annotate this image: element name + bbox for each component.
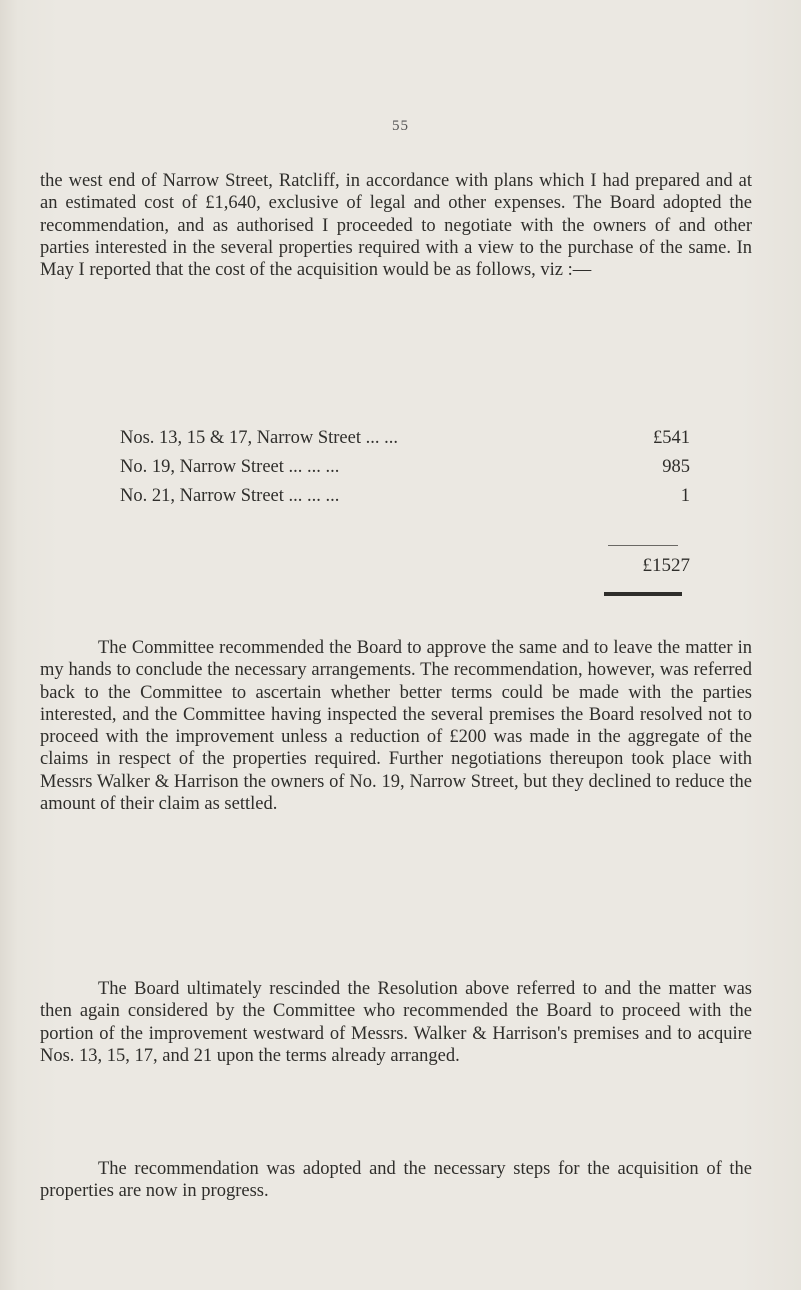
row-label: No. 21, Narrow Street ... ... ... [120, 486, 340, 506]
table-row [120, 428, 690, 457]
row-label: Nos. 13, 15 & 17, Narrow Street ... ... [120, 428, 398, 448]
total-underline [604, 592, 682, 596]
paragraph-2: The Committee recommended the Board to approve the same and to leave the matter in my hands to conclude the necessary arrangements. The recommendation, however, was referred back to the Committee to ascertain whether better terms could be made with the parties interested, and the Committee having inspected the several premises the Board resolved not to proceed with the improvement unless a reduction of £200 was made in the aggregate of the claims in respect of the properties required. Further negotiations thereupon took place with Messrs Walker & Harrison the owners of No. 19, Narrow Street, but they declined to reduce the amount of their claim as settled. [40, 638, 752, 815]
cost-table [120, 428, 690, 515]
row-amount: 1 [680, 486, 690, 506]
paragraph-4: The recommendation was adopted and the necessary steps for the acquisition of the properties are now in progress. [40, 1159, 752, 1202]
row-amount: 985 [662, 457, 690, 477]
row-label: No. 19, Narrow Street ... ... ... [120, 457, 340, 477]
table-row [120, 457, 690, 486]
row-amount: £541 [653, 428, 690, 448]
total-amount: £1527 [642, 555, 690, 576]
subtotal-rule [608, 545, 678, 546]
page-number: 55 [392, 118, 409, 134]
table-row [120, 486, 690, 515]
paragraph-1: the west end of Narrow Street, Ratcliff, in accordance with plans which I had prepared and at an estimated cost of £1,640, exclusive of legal and other expenses. The Board adopted the recommendation, and as authorised I proceeded to negotiate with the owners of and other parties interested in the several properties required with a view to the purchase of the same. In May I reported that the cost of the acquisition would be as follows, viz :— [40, 171, 752, 281]
paragraph-3: The Board ultimately rescinded the Resolution above referred to and the matter was then again considered by the Committee who recommended the Board to proceed with the portion of the improvement westward of Messrs. Walker & Harrison's premises and to acquire Nos. 13, 15, 17, and 21 upon the terms already arranged. [40, 979, 752, 1066]
